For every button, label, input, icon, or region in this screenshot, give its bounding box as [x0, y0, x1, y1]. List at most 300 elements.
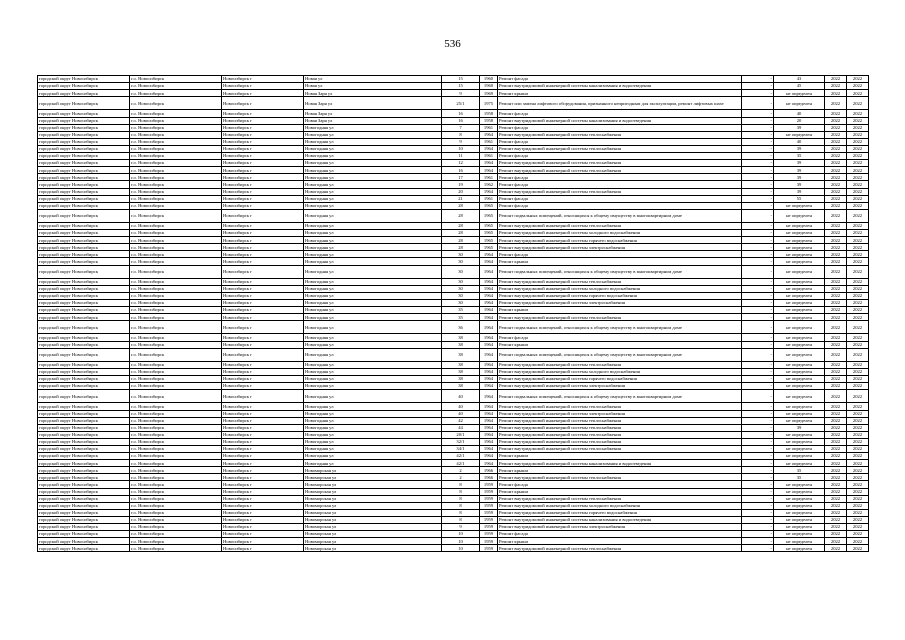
cell-settlement: г.о. Новосибирск [130, 292, 222, 299]
cell-municipality: городской округ Новосибирск [38, 314, 130, 321]
cell-cost: не определен [774, 334, 825, 341]
table-row [38, 265, 869, 278]
cell-street: Новогодняя ул [304, 307, 442, 314]
cell-year-start: 2022 [825, 174, 847, 181]
cell-year-start: 2022 [825, 502, 847, 509]
cell-house: 28 [442, 230, 480, 237]
cell-year-end: 2022 [847, 76, 869, 83]
cell-cost: 39 [774, 145, 825, 152]
cell-house: 10 [442, 538, 480, 545]
cell-cost: не определен [774, 431, 825, 438]
cell-house: 40 [442, 410, 480, 417]
cell-year-end: 2022 [847, 251, 869, 258]
cell-year-built: 1958 [480, 110, 498, 117]
cell-work-type: Ремонт подвальных помещений, относящихся к общему имуществу в многоквартирном доме [498, 265, 742, 278]
cell-year-end: 2022 [847, 438, 869, 445]
cell-settlement: г.о. Новосибирск [130, 376, 222, 383]
cell-year-start: 2022 [825, 403, 847, 410]
cell-city: Новосибирск г [222, 278, 304, 285]
cell-dash: - [742, 237, 774, 244]
cell-house: 30 [442, 278, 480, 285]
cell-street: Новогодняя ул [304, 285, 442, 292]
cell-dash: - [742, 524, 774, 531]
cell-cost: 35 [774, 153, 825, 160]
table-row [38, 538, 869, 545]
cell-municipality: городской округ Новосибирск [38, 90, 130, 97]
cell-work-type: Ремонт крыши [498, 488, 742, 495]
cell-municipality: городской округ Новосибирск [38, 368, 130, 375]
cell-year-end: 2022 [847, 153, 869, 160]
table-row [38, 278, 869, 285]
cell-street: Новая Заря ул [304, 117, 442, 124]
table-row [38, 524, 869, 531]
cell-year-start: 2022 [825, 545, 847, 552]
cell-cost: не определен [774, 278, 825, 285]
cell-house: 44 [442, 424, 480, 431]
cell-settlement: г.о. Новосибирск [130, 453, 222, 460]
cell-city: Новосибирск г [222, 195, 304, 202]
table-row [38, 181, 869, 188]
cell-street: Новая Заря ул [304, 97, 442, 110]
cell-city: Новосибирск г [222, 90, 304, 97]
cell-street: Новоморская ул [304, 474, 442, 481]
cell-year-built: 1958 [480, 117, 498, 124]
table-row [38, 314, 869, 321]
cell-street: Новогодняя ул [304, 300, 442, 307]
cell-work-type: Ремонт внутридомовой инженерной системы теплоснабжения [498, 445, 742, 452]
cell-work-type: Ремонт крыши [498, 307, 742, 314]
cell-year-built: 1964 [480, 285, 498, 292]
cell-city: Новосибирск г [222, 237, 304, 244]
cell-cost: 35 [774, 474, 825, 481]
table-row [38, 361, 869, 368]
cell-settlement: г.о. Новосибирск [130, 509, 222, 516]
cell-house: 2 [442, 467, 480, 474]
cell-city: Новосибирск г [222, 188, 304, 195]
cell-house: 7 [442, 124, 480, 131]
cell-year-end: 2022 [847, 460, 869, 467]
cell-settlement: г.о. Новосибирск [130, 110, 222, 117]
cell-municipality: городской округ Новосибирск [38, 417, 130, 424]
cell-city: Новосибирск г [222, 202, 304, 209]
cell-dash: - [742, 424, 774, 431]
cell-dash: - [742, 244, 774, 251]
cell-municipality: городской округ Новосибирск [38, 244, 130, 251]
cell-settlement: г.о. Новосибирск [130, 524, 222, 531]
cell-year-built: 1959 [480, 516, 498, 523]
cell-year-end: 2022 [847, 138, 869, 145]
cell-year-end: 2022 [847, 202, 869, 209]
cell-year-built: 1964 [480, 160, 498, 167]
cell-year-built: 1959 [480, 538, 498, 545]
cell-street: Новоморская ул [304, 495, 442, 502]
cell-year-start: 2022 [825, 145, 847, 152]
cell-municipality: городской округ Новосибирск [38, 361, 130, 368]
table-row [38, 368, 869, 375]
cell-work-type: Ремонт или замена лифтового оборудования, признанного непригодным для эксплуатации, ремонт лифтовых шахт [498, 97, 742, 110]
cell-work-type: Ремонт фасада [498, 124, 742, 131]
cell-work-type: Ремонт внутридомовой инженерной системы электроснабжения [498, 524, 742, 531]
cell-cost: не определен [774, 390, 825, 403]
cell-street: Новогодняя ул [304, 417, 442, 424]
cell-work-type: Ремонт внутридомовой инженерной системы канализования и водоотведения [498, 460, 742, 467]
table-row [38, 90, 869, 97]
cell-settlement: г.о. Новосибирск [130, 285, 222, 292]
cell-work-type: Ремонт внутридомовой инженерной системы теплоснабжения [498, 131, 742, 138]
cell-cost: 35 [774, 467, 825, 474]
cell-street: Новогодняя ул [304, 230, 442, 237]
cell-cost: 39 [774, 160, 825, 167]
cell-dash: - [742, 368, 774, 375]
table-row [38, 244, 869, 251]
cell-year-end: 2022 [847, 467, 869, 474]
cell-city: Новосибирск г [222, 307, 304, 314]
cell-municipality: городской округ Новосибирск [38, 258, 130, 265]
cell-cost: не определен [774, 502, 825, 509]
cell-year-built: 1964 [480, 453, 498, 460]
cell-municipality: городской округ Новосибирск [38, 251, 130, 258]
cell-municipality: городской округ Новосибирск [38, 124, 130, 131]
cell-street: Новогодняя ул [304, 424, 442, 431]
table-row [38, 417, 869, 424]
cell-house: 21 [442, 195, 480, 202]
cell-settlement: г.о. Новосибирск [130, 334, 222, 341]
cell-dash: - [742, 117, 774, 124]
cell-work-type: Ремонт фасада [498, 181, 742, 188]
cell-street: Новогодняя ул [304, 403, 442, 410]
cell-house: 8 [442, 509, 480, 516]
cell-municipality: городской округ Новосибирск [38, 410, 130, 417]
cell-year-built: 1966 [480, 467, 498, 474]
cell-municipality: городской округ Новосибирск [38, 160, 130, 167]
cell-dash: - [742, 431, 774, 438]
cell-settlement: г.о. Новосибирск [130, 403, 222, 410]
cell-street: Новогодняя ул [304, 445, 442, 452]
cell-municipality: городской округ Новосибирск [38, 181, 130, 188]
cell-year-start: 2022 [825, 209, 847, 222]
cell-municipality: городской округ Новосибирск [38, 453, 130, 460]
cell-city: Новосибирск г [222, 160, 304, 167]
cell-municipality: городской округ Новосибирск [38, 460, 130, 467]
cell-house: 40 [442, 403, 480, 410]
cell-work-type: Ремонт подвальных помещений, относящихся к общему имуществу в многоквартирном доме [498, 390, 742, 403]
cell-city: Новосибирск г [222, 341, 304, 348]
cell-year-built: 1969 [480, 90, 498, 97]
cell-cost: не определен [774, 488, 825, 495]
cell-year-start: 2022 [825, 307, 847, 314]
cell-work-type: Ремонт фасада [498, 195, 742, 202]
cell-year-start: 2022 [825, 509, 847, 516]
cell-house: 42/1 [442, 460, 480, 467]
cell-year-built: 1964 [480, 314, 498, 321]
cell-city: Новосибирск г [222, 334, 304, 341]
cell-cost: не определен [774, 460, 825, 467]
cell-dash: - [742, 251, 774, 258]
cell-street: Новоморская ул [304, 545, 442, 552]
table-row [38, 230, 869, 237]
cell-year-start: 2022 [825, 390, 847, 403]
cell-work-type: Ремонт внутридомовой инженерной системы горячего водоснабжения [498, 237, 742, 244]
cell-year-start: 2022 [825, 138, 847, 145]
cell-work-type: Ремонт фасада [498, 76, 742, 83]
cell-work-type: Ремонт внутридомовой инженерной системы электроснабжения [498, 410, 742, 417]
cell-work-type: Ремонт внутридомовой инженерной системы электроснабжения [498, 300, 742, 307]
cell-work-type: Ремонт фасада [498, 174, 742, 181]
cell-city: Новосибирск г [222, 145, 304, 152]
cell-year-end: 2022 [847, 265, 869, 278]
cell-year-end: 2022 [847, 145, 869, 152]
cell-street: Новогодняя ул [304, 174, 442, 181]
cell-year-built: 1964 [480, 167, 498, 174]
cell-cost: 40 [774, 138, 825, 145]
cell-work-type: Ремонт внутридомовой инженерной системы холодного водоснабжения [498, 502, 742, 509]
table-row [38, 403, 869, 410]
cell-city: Новосибирск г [222, 83, 304, 90]
cell-settlement: г.о. Новосибирск [130, 307, 222, 314]
cell-cost: не определен [774, 341, 825, 348]
cell-year-start: 2022 [825, 265, 847, 278]
cell-city: Новосибирск г [222, 368, 304, 375]
cell-year-built: 1964 [480, 334, 498, 341]
cell-municipality: городской округ Новосибирск [38, 97, 130, 110]
cell-year-start: 2022 [825, 321, 847, 334]
cell-year-start: 2022 [825, 424, 847, 431]
cell-dash: - [742, 230, 774, 237]
cell-city: Новосибирск г [222, 131, 304, 138]
cell-work-type: Ремонт внутридомовой инженерной системы теплоснабжения [498, 145, 742, 152]
cell-year-end: 2022 [847, 453, 869, 460]
cell-city: Новосибирск г [222, 181, 304, 188]
table-row [38, 488, 869, 495]
cell-settlement: г.о. Новосибирск [130, 538, 222, 545]
cell-house: 10 [442, 531, 480, 538]
cell-city: Новосибирск г [222, 348, 304, 361]
cell-dash: - [742, 481, 774, 488]
table-row [38, 438, 869, 445]
cell-work-type: Ремонт крыши [498, 538, 742, 545]
cell-settlement: г.о. Новосибирск [130, 202, 222, 209]
cell-cost: 39 [774, 188, 825, 195]
cell-cost: 39 [774, 424, 825, 431]
cell-municipality: городской округ Новосибирск [38, 376, 130, 383]
cell-house: 2 [442, 474, 480, 481]
cell-year-built: 1965 [480, 244, 498, 251]
cell-cost: не определен [774, 545, 825, 552]
cell-year-end: 2022 [847, 348, 869, 361]
cell-year-built: 1964 [480, 417, 498, 424]
cell-work-type: Ремонт внутридомовой инженерной системы теплоснабжения [498, 222, 742, 229]
cell-year-end: 2022 [847, 390, 869, 403]
cell-city: Новосибирск г [222, 467, 304, 474]
cell-dash: - [742, 265, 774, 278]
cell-street: Новогодняя ул [304, 453, 442, 460]
table-row [38, 76, 869, 83]
cell-settlement: г.о. Новосибирск [130, 438, 222, 445]
cell-dash: - [742, 334, 774, 341]
cell-street: Новогодняя ул [304, 368, 442, 375]
cell-street: Новогодняя ул [304, 237, 442, 244]
cell-settlement: г.о. Новосибирск [130, 531, 222, 538]
cell-settlement: г.о. Новосибирск [130, 341, 222, 348]
cell-city: Новосибирск г [222, 410, 304, 417]
table-row [38, 160, 869, 167]
cell-year-end: 2022 [847, 278, 869, 285]
cell-city: Новосибирск г [222, 285, 304, 292]
cell-year-start: 2022 [825, 285, 847, 292]
cell-year-end: 2022 [847, 110, 869, 117]
cell-dash: - [742, 90, 774, 97]
cell-year-built: 1964 [480, 431, 498, 438]
cell-house: 8 [442, 495, 480, 502]
cell-cost: не определен [774, 438, 825, 445]
cell-municipality: городской округ Новосибирск [38, 76, 130, 83]
cell-dash: - [742, 285, 774, 292]
cell-municipality: городской округ Новосибирск [38, 285, 130, 292]
cell-year-end: 2022 [847, 209, 869, 222]
cell-work-type: Ремонт фасада [498, 202, 742, 209]
cell-settlement: г.о. Новосибирск [130, 431, 222, 438]
cell-work-type: Ремонт фасада [498, 481, 742, 488]
cell-municipality: городской округ Новосибирск [38, 237, 130, 244]
cell-municipality: городской округ Новосибирск [38, 474, 130, 481]
cell-house: 28 [442, 209, 480, 222]
cell-dash: - [742, 138, 774, 145]
cell-work-type: Ремонт внутридомовой инженерной системы канализования и водоотведения [498, 516, 742, 523]
cell-year-built: 1964 [480, 145, 498, 152]
cell-year-end: 2022 [847, 334, 869, 341]
cell-house: 12 [442, 160, 480, 167]
cell-year-start: 2022 [825, 167, 847, 174]
cell-year-built: 1964 [480, 403, 498, 410]
cell-year-built: 1965 [480, 222, 498, 229]
cell-city: Новосибирск г [222, 321, 304, 334]
cell-settlement: г.о. Новосибирск [130, 488, 222, 495]
cell-year-end: 2022 [847, 90, 869, 97]
cell-dash: - [742, 453, 774, 460]
cell-year-start: 2022 [825, 516, 847, 523]
cell-street: Новая ул [304, 76, 442, 83]
cell-year-start: 2022 [825, 237, 847, 244]
cell-street: Новоморская ул [304, 516, 442, 523]
cell-settlement: г.о. Новосибирск [130, 222, 222, 229]
cell-year-built: 1964 [480, 361, 498, 368]
cell-city: Новосибирск г [222, 292, 304, 299]
cell-house: 10 [442, 145, 480, 152]
table-row [38, 495, 869, 502]
cell-year-start: 2022 [825, 376, 847, 383]
cell-year-end: 2022 [847, 509, 869, 516]
table-row [38, 174, 869, 181]
cell-year-end: 2022 [847, 538, 869, 545]
cell-street: Новогодняя ул [304, 390, 442, 403]
cell-year-start: 2022 [825, 488, 847, 495]
cell-settlement: г.о. Новосибирск [130, 195, 222, 202]
cell-year-end: 2022 [847, 502, 869, 509]
table-row [38, 138, 869, 145]
cell-street: Новогодняя ул [304, 348, 442, 361]
cell-settlement: г.о. Новосибирск [130, 516, 222, 523]
cell-work-type: Ремонт крыши [498, 90, 742, 97]
cell-city: Новосибирск г [222, 251, 304, 258]
cell-year-end: 2022 [847, 300, 869, 307]
cell-year-start: 2022 [825, 531, 847, 538]
cell-dash: - [742, 495, 774, 502]
cell-dash: - [742, 76, 774, 83]
cell-dash: - [742, 538, 774, 545]
cell-dash: - [742, 314, 774, 321]
cell-city: Новосибирск г [222, 76, 304, 83]
table-row [38, 307, 869, 314]
cell-year-end: 2022 [847, 285, 869, 292]
cell-year-built: 1959 [480, 502, 498, 509]
cell-cost: 39 [774, 124, 825, 131]
cell-street: Новогодняя ул [304, 314, 442, 321]
cell-street: Новоморская ул [304, 481, 442, 488]
cell-cost: не определен [774, 237, 825, 244]
cell-year-built: 1964 [480, 131, 498, 138]
cell-street: Новоморская ул [304, 531, 442, 538]
cell-year-start: 2022 [825, 230, 847, 237]
cell-cost: не определен [774, 453, 825, 460]
table-row [38, 390, 869, 403]
cell-year-end: 2022 [847, 188, 869, 195]
cell-house: 38 [442, 376, 480, 383]
cell-work-type: Ремонт внутридомовой инженерной системы теплоснабжения [498, 474, 742, 481]
cell-settlement: г.о. Новосибирск [130, 153, 222, 160]
cell-year-end: 2022 [847, 230, 869, 237]
cell-settlement: г.о. Новосибирск [130, 278, 222, 285]
cell-street: Новогодняя ул [304, 265, 442, 278]
cell-year-built: 1964 [480, 445, 498, 452]
cell-work-type: Ремонт внутридомовой инженерной системы теплоснабжения [498, 167, 742, 174]
cell-year-built: 1975 [480, 97, 498, 110]
cell-house: 9 [442, 90, 480, 97]
cell-settlement: г.о. Новосибирск [130, 258, 222, 265]
cell-work-type: Ремонт внутридомовой инженерной системы горячего водоснабжения [498, 292, 742, 299]
cell-settlement: г.о. Новосибирск [130, 160, 222, 167]
cell-city: Новосибирск г [222, 222, 304, 229]
cell-year-start: 2022 [825, 160, 847, 167]
cell-settlement: г.о. Новосибирск [130, 76, 222, 83]
cell-city: Новосибирск г [222, 460, 304, 467]
cell-house: 19 [442, 181, 480, 188]
cell-cost: не определен [774, 209, 825, 222]
cell-street: Новогодняя ул [304, 251, 442, 258]
cell-municipality: городской округ Новосибирск [38, 383, 130, 390]
cell-dash: - [742, 195, 774, 202]
cell-city: Новосибирск г [222, 244, 304, 251]
cell-year-built: 1960 [480, 83, 498, 90]
cell-house: 30 [442, 251, 480, 258]
cell-house: 42/1 [442, 453, 480, 460]
cell-year-end: 2022 [847, 237, 869, 244]
cell-dash: - [742, 531, 774, 538]
table-row [38, 531, 869, 538]
cell-municipality: городской округ Новосибирск [38, 516, 130, 523]
cell-year-built: 1959 [480, 524, 498, 531]
cell-cost: не определен [774, 230, 825, 237]
cell-street: Новоморская ул [304, 502, 442, 509]
cell-dash: - [742, 209, 774, 222]
table-row [38, 474, 869, 481]
table-row [38, 424, 869, 431]
cell-cost: не определен [774, 307, 825, 314]
cell-year-start: 2022 [825, 222, 847, 229]
cell-year-built: 1962 [480, 181, 498, 188]
cell-city: Новосибирск г [222, 438, 304, 445]
cell-work-type: Ремонт фасада [498, 251, 742, 258]
cell-work-type: Ремонт подвальных помещений, относящихся к общему имуществу в многоквартирном доме [498, 209, 742, 222]
